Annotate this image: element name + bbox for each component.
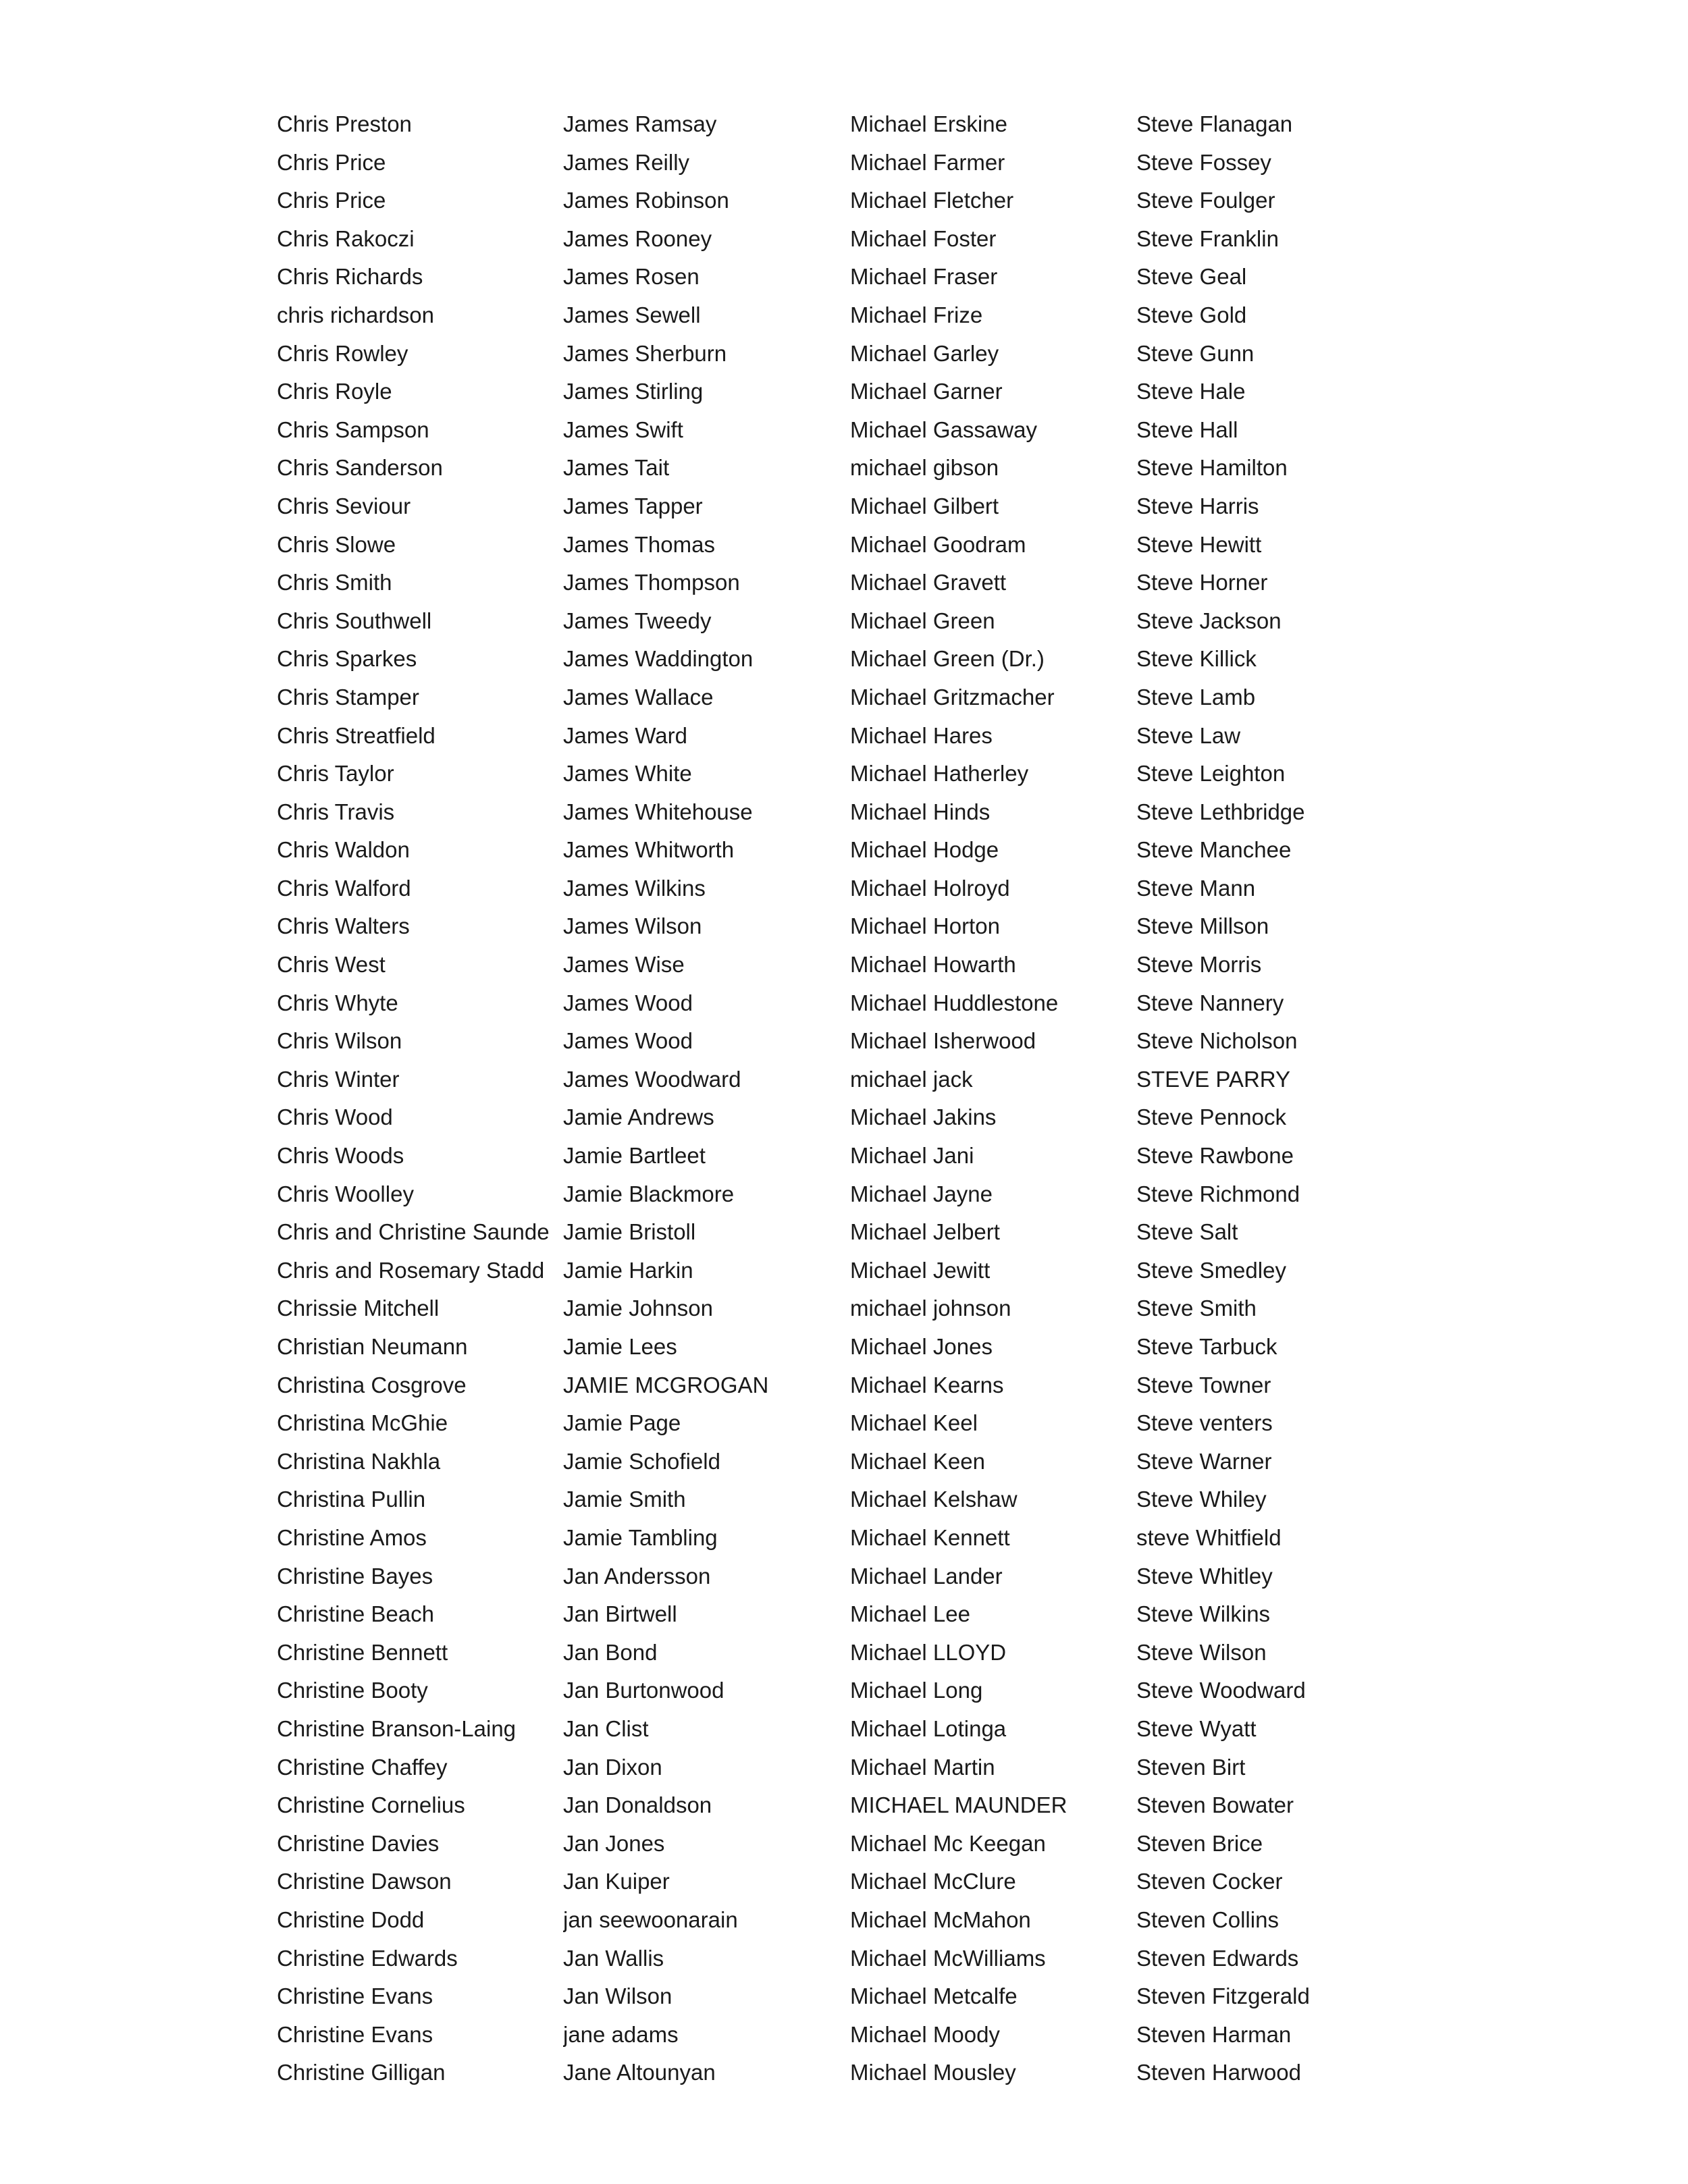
name-entry: Michael Hodge: [850, 837, 999, 863]
name-entry: Christina Cosgrove: [277, 1372, 467, 1397]
name-entry: James Reilly: [563, 149, 690, 175]
name-entry: Chris Walford: [277, 875, 411, 901]
name-entry: Jan Andersson: [563, 1563, 711, 1589]
name-entry: Michael Jakins: [850, 1104, 997, 1130]
name-entry: Steve Law: [1136, 722, 1241, 748]
name-entry: Michael Fraser: [850, 264, 998, 290]
name-entry: Michael Green (Dr.): [850, 646, 1045, 672]
name-entry: James Wood: [563, 990, 693, 1015]
name-entry: Jan Kuiper: [563, 1869, 670, 1894]
name-entry: Jan Bond: [563, 1639, 658, 1665]
name-entry: Chris Southwell: [277, 608, 432, 633]
name-entry: Michael Garner: [850, 379, 1003, 404]
name-entry: Michael Lotinga: [850, 1715, 1007, 1741]
name-entry: Jane Altounyan: [563, 2060, 716, 2085]
name-entry: Jan Dixon: [563, 1754, 662, 1780]
name-entry: Steve Killick: [1136, 646, 1257, 672]
name-entry: Chris Richards: [277, 264, 423, 290]
name-entry: Steve Salt: [1136, 1219, 1238, 1245]
name-entry: Michael Gassaway: [850, 417, 1037, 442]
name-entry: Michael Hares: [850, 722, 993, 748]
name-entry: Michael Isherwood: [850, 1028, 1036, 1054]
name-entry: JAMIE MCGROGAN: [563, 1372, 769, 1397]
name-entry: chris richardson: [277, 302, 434, 327]
name-entry: Michael Fletcher: [850, 188, 1014, 213]
name-entry: Michael Mc Keegan: [850, 1830, 1046, 1856]
name-entry: Chris Royle: [277, 379, 392, 404]
name-entry: James Swift: [563, 417, 683, 442]
name-entry: Steven Bowater: [1136, 1792, 1294, 1818]
name-entry: Christian Neumann: [277, 1334, 468, 1359]
name-entry: Steve Morris: [1136, 952, 1262, 978]
name-column-4: [1136, 105, 1420, 2092]
name-entry: Christine Dawson: [277, 1869, 452, 1894]
name-entry: Christine Bayes: [277, 1563, 433, 1589]
name-entry: Jamie Schofield: [563, 1448, 720, 1474]
name-entry: Steve Flanagan: [1136, 111, 1293, 136]
name-entry: Steve Lethbridge: [1136, 799, 1305, 824]
name-entry: Steve Rawbone: [1136, 1143, 1294, 1169]
name-entry: Steven Harman: [1136, 2021, 1292, 2047]
name-entry: James White: [563, 761, 692, 787]
name-entry: Christine Amos: [277, 1524, 427, 1550]
name-entry: Steve Woodward: [1136, 1678, 1306, 1703]
name-entry: Steve Leighton: [1136, 761, 1286, 787]
name-entry: Christina McGhie: [277, 1410, 448, 1436]
name-entry: Jamie Andrews: [563, 1104, 714, 1130]
name-entry: Jamie Bartleet: [563, 1143, 706, 1169]
name-entry: Chris Sampson: [277, 417, 429, 442]
name-entry: MICHAEL MAUNDER: [850, 1792, 1067, 1818]
name-entry: Steve Millson: [1136, 913, 1269, 939]
name-entry: Steve Wilson: [1136, 1639, 1267, 1665]
name-entry: James Tweedy: [563, 608, 712, 633]
name-entry: James Sewell: [563, 302, 701, 327]
name-entry: michael johnson: [850, 1296, 1011, 1321]
name-entry: Chris Walters: [277, 913, 410, 939]
name-entry: Michael Lander: [850, 1563, 1003, 1589]
name-entry: Steve Foulger: [1136, 188, 1275, 213]
name-entry: Christine Booty: [277, 1678, 428, 1703]
name-entry: Jan Wallis: [563, 1945, 664, 1971]
name-entry: Jan Jones: [563, 1830, 665, 1856]
name-entry: Chris Woolley: [277, 1181, 414, 1206]
name-entry: STEVE PARRY: [1136, 1066, 1291, 1092]
name-entry: Michael Keel: [850, 1410, 978, 1436]
name-entry: Steve Hall: [1136, 417, 1238, 442]
name-entry: Steven Brice: [1136, 1830, 1263, 1856]
name-entry: Michael Horton: [850, 913, 1000, 939]
name-entry: Michael Foster: [850, 225, 997, 251]
name-entry: Christine Chaffey: [277, 1754, 448, 1780]
name-column-1: [277, 105, 560, 2092]
name-entry: Steve Smedley: [1136, 1257, 1286, 1283]
name-entry: Michael Moody: [850, 2021, 1000, 2047]
name-column-2: [563, 105, 847, 2092]
name-entry: Steve Hamilton: [1136, 455, 1288, 481]
name-entry: Steve Towner: [1136, 1372, 1271, 1397]
name-entry: Christine Edwards: [277, 1945, 458, 1971]
name-entry: James Whitworth: [563, 837, 735, 863]
name-entry: Chris Price: [277, 188, 386, 213]
name-entry: James Waddington: [563, 646, 754, 672]
name-entry: Christina Nakhla: [277, 1448, 441, 1474]
name-entry: Steve Hewitt: [1136, 531, 1262, 557]
name-entry: James Tapper: [563, 493, 703, 518]
name-entry: Steve Mann: [1136, 875, 1256, 901]
name-entry: Michael Keen: [850, 1448, 985, 1474]
name-entry: Steve Wilkins: [1136, 1601, 1271, 1627]
name-entry: Michael Martin: [850, 1754, 995, 1780]
name-entry: Chris and Rosemary Stadd: [277, 1257, 545, 1283]
name-entry: James Thomas: [563, 531, 715, 557]
name-entry: Steve Franklin: [1136, 225, 1279, 251]
name-entry: Jamie Page: [563, 1410, 681, 1436]
name-entry: Michael Gilbert: [850, 493, 999, 518]
name-entry: Steve Pennock: [1136, 1104, 1286, 1130]
name-entry: Michael Jelbert: [850, 1219, 1000, 1245]
name-entry: Michael Kelshaw: [850, 1487, 1018, 1512]
name-entry: Chris Sanderson: [277, 455, 443, 481]
name-entry: Chris Seviour: [277, 493, 411, 518]
name-entry: Michael Metcalfe: [850, 1983, 1018, 2009]
name-entry: jan seewoonarain: [563, 1907, 738, 1932]
name-entry: Steve Nannery: [1136, 990, 1284, 1015]
name-entry: James Tait: [563, 455, 670, 481]
name-entry: James Stirling: [563, 379, 704, 404]
name-entry: Steven Fitzgerald: [1136, 1983, 1310, 2009]
name-entry: Michael Jewitt: [850, 1257, 991, 1283]
name-entry: Jamie Tambling: [563, 1524, 718, 1550]
name-entry: Michael Hatherley: [850, 761, 1029, 787]
name-entry: Chris Woods: [277, 1143, 404, 1169]
name-entry: Michael Mousley: [850, 2060, 1016, 2085]
name-entry: Michael Jayne: [850, 1181, 993, 1206]
name-entry: Chris and Christine Saunde: [277, 1219, 550, 1245]
name-entry: Christine Gilligan: [277, 2060, 446, 2085]
name-entry: michael gibson: [850, 455, 999, 481]
name-entry: Jan Donaldson: [563, 1792, 712, 1818]
name-entry: Christine Evans: [277, 2021, 433, 2047]
name-entry: Michael Holroyd: [850, 875, 1010, 901]
name-entry: Steven Edwards: [1136, 1945, 1299, 1971]
name-entry: Christina Pullin: [277, 1487, 426, 1512]
name-entry: Jamie Harkin: [563, 1257, 693, 1283]
name-entry: Chris Waldon: [277, 837, 410, 863]
name-entry: Michael McMahon: [850, 1907, 1031, 1932]
name-entry: Chrissie Mitchell: [277, 1296, 440, 1321]
name-entry: Steve Whitley: [1136, 1563, 1273, 1589]
name-entry: Christine Cornelius: [277, 1792, 465, 1818]
name-entry: Steve Gunn: [1136, 340, 1255, 366]
name-entry: Steve Whiley: [1136, 1487, 1267, 1512]
name-entry: Michael Huddlestone: [850, 990, 1059, 1015]
name-entry: James Sherburn: [563, 340, 727, 366]
name-entry: Steve Horner: [1136, 570, 1268, 595]
name-entry: Jamie Smith: [563, 1487, 686, 1512]
name-entry: James Wise: [563, 952, 685, 978]
name-entry: Steve Smith: [1136, 1296, 1257, 1321]
name-entry: Chris Whyte: [277, 990, 398, 1015]
name-entry: Steve venters: [1136, 1410, 1273, 1436]
name-entry: Steve Hale: [1136, 379, 1246, 404]
name-entry: Jamie Bristoll: [563, 1219, 696, 1245]
name-entry: Chris Slowe: [277, 531, 396, 557]
name-entry: Steven Cocker: [1136, 1869, 1283, 1894]
name-entry: Steve Wyatt: [1136, 1715, 1257, 1741]
name-entry: Christine Davies: [277, 1830, 440, 1856]
name-entry: James Rosen: [563, 264, 700, 290]
name-entry: Michael McWilliams: [850, 1945, 1046, 1971]
name-entry: Michael Jones: [850, 1334, 993, 1359]
name-entry: Chris Travis: [277, 799, 395, 824]
name-entry: Michael Goodram: [850, 531, 1026, 557]
name-entry: Michael Erskine: [850, 111, 1007, 136]
name-entry: James Wilkins: [563, 875, 706, 901]
name-entry: Christine Evans: [277, 1983, 433, 2009]
name-entry: Jan Birtwell: [563, 1601, 677, 1627]
name-entry: James Wood: [563, 1028, 693, 1054]
name-entry: Chris Stamper: [277, 684, 419, 710]
name-entry: Chris Rakoczi: [277, 225, 415, 251]
name-entry: Chris Wilson: [277, 1028, 402, 1054]
name-entry: Michael Howarth: [850, 952, 1016, 978]
name-entry: James Whitehouse: [563, 799, 753, 824]
name-entry: Michael LLOYD: [850, 1639, 1007, 1665]
name-entry: Christine Branson-Laing: [277, 1715, 517, 1741]
name-entry: James Wilson: [563, 913, 702, 939]
name-entry: Michael Kearns: [850, 1372, 1004, 1397]
name-entry: Steve Gold: [1136, 302, 1247, 327]
name-entry: Steven Birt: [1136, 1754, 1246, 1780]
name-entry: Steve Richmond: [1136, 1181, 1300, 1206]
name-entry: steve Whitfield: [1136, 1524, 1282, 1550]
name-entry: Steve Harris: [1136, 493, 1259, 518]
name-entry: Jamie Blackmore: [563, 1181, 735, 1206]
name-entry: Chris West: [277, 952, 386, 978]
name-entry: Steven Harwood: [1136, 2060, 1301, 2085]
name-entry: Michael Gritzmacher: [850, 684, 1055, 710]
name-entry: Steve Geal: [1136, 264, 1247, 290]
name-entry: Steve Tarbuck: [1136, 1334, 1277, 1359]
name-entry: Christine Beach: [277, 1601, 434, 1627]
name-entry: Michael Frize: [850, 302, 983, 327]
name-entry: Michael Jani: [850, 1143, 974, 1169]
name-entry: Michael Lee: [850, 1601, 970, 1627]
name-entry: Michael Farmer: [850, 149, 1005, 175]
name-entry: James Rooney: [563, 225, 712, 251]
name-entry: Christine Dodd: [277, 1907, 425, 1932]
name-entry: Chris Price: [277, 149, 386, 175]
name-entry: James Wallace: [563, 684, 714, 710]
name-entry: Jan Burtonwood: [563, 1678, 724, 1703]
name-entry: Steve Manchee: [1136, 837, 1292, 863]
name-entry: Steve Nicholson: [1136, 1028, 1298, 1054]
name-entry: Steven Collins: [1136, 1907, 1279, 1932]
name-column-3: [850, 105, 1134, 2092]
name-entry: Michael Long: [850, 1678, 983, 1703]
name-entry: James Thompson: [563, 570, 740, 595]
name-entry: James Woodward: [563, 1066, 741, 1092]
name-entry: michael jack: [850, 1066, 973, 1092]
name-entry: Chris Smith: [277, 570, 392, 595]
name-entry: Chris Taylor: [277, 761, 394, 787]
name-entry: Michael McClure: [850, 1869, 1016, 1894]
name-entry: Chris Rowley: [277, 340, 408, 366]
name-entry: Steve Fossey: [1136, 149, 1271, 175]
name-entry: jane adams: [563, 2021, 679, 2047]
name-entry: Michael Gravett: [850, 570, 1007, 595]
name-entry: Chris Preston: [277, 111, 412, 136]
name-entry: Chris Winter: [277, 1066, 400, 1092]
name-entry: Chris Wood: [277, 1104, 393, 1130]
name-entry: Christine Bennett: [277, 1639, 448, 1665]
name-entry: Michael Hinds: [850, 799, 991, 824]
name-entry: Michael Kennett: [850, 1524, 1010, 1550]
name-entry: Chris Streatfield: [277, 722, 436, 748]
name-entry: Jan Clist: [563, 1715, 649, 1741]
name-entry: Steve Jackson: [1136, 608, 1282, 633]
name-entry: James Robinson: [563, 188, 729, 213]
name-entry: Jan Wilson: [563, 1983, 672, 2009]
name-entry: Chris Sparkes: [277, 646, 417, 672]
name-entry: James Ramsay: [563, 111, 717, 136]
name-entry: James Ward: [563, 722, 687, 748]
name-entry: Michael Green: [850, 608, 995, 633]
name-entry: Michael Garley: [850, 340, 999, 366]
name-entry: Steve Warner: [1136, 1448, 1272, 1474]
name-entry: Jamie Lees: [563, 1334, 677, 1359]
name-entry: Jamie Johnson: [563, 1296, 713, 1321]
name-entry: Steve Lamb: [1136, 684, 1256, 710]
